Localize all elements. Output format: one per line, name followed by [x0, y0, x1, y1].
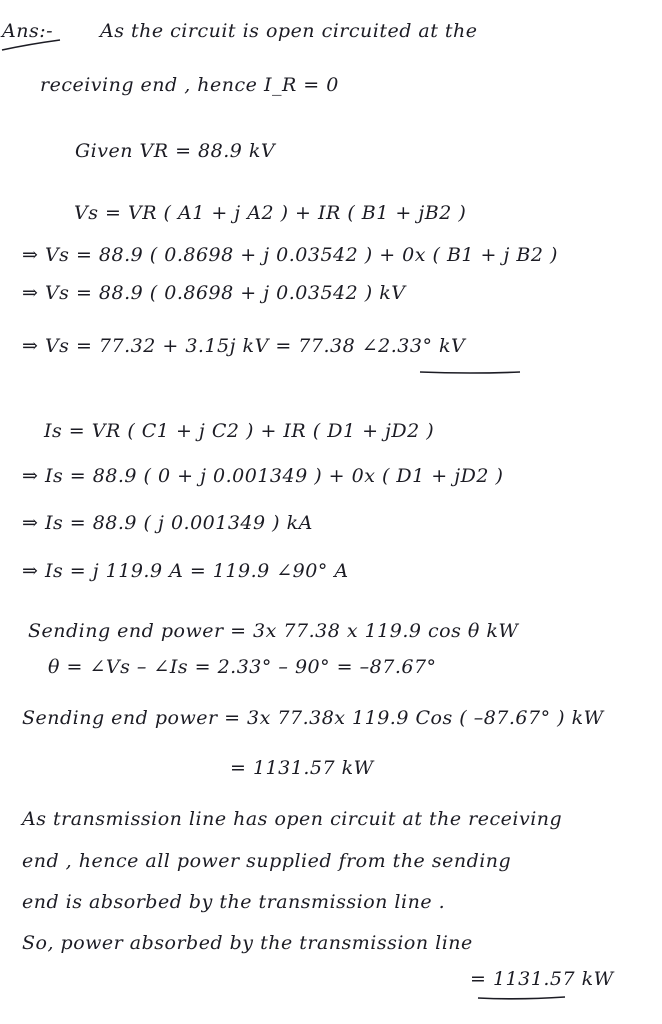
power-step-2: θ = ∠Vs – ∠Is = 2.33° – 90° = –87.67°: [48, 656, 437, 678]
power-step-1: Sending end power = 3x 77.38 x 119.9 cos θ kW: [28, 620, 519, 642]
is-step-3: ⇒ Is = 88.9 ( j 0.001349 ) kA: [22, 512, 313, 534]
final-answer-underline: [478, 997, 565, 999]
conclusion-line-4: So, power absorbed by the transmission line: [22, 932, 473, 954]
intro-line-2: receiving end , hence I_R = 0: [40, 74, 339, 96]
given-line: Given VR = 88.9 kV: [75, 140, 276, 162]
power-result: = 1131.57 kW: [230, 757, 374, 779]
vs-step-4: ⇒ Vs = 77.32 + 3.15j kV = 77.38 ∠2.33° kV: [22, 335, 466, 357]
is-step-4: ⇒ Is = j 119.9 A = 119.9 ∠90° A: [22, 560, 349, 582]
conclusion-line-3: end is absorbed by the transmission line .: [22, 891, 446, 913]
conclusion-line-1: As transmission line has open circuit at the receiving: [22, 808, 563, 830]
is-step-2: ⇒ Is = 88.9 ( 0 + j 0.001349 ) + 0x ( D1 + jD2 ): [22, 465, 504, 487]
vs-result-underline: [420, 372, 520, 373]
answer-label: Ans:-: [2, 20, 54, 42]
vs-step-2: ⇒ Vs = 88.9 ( 0.8698 + j 0.03542 ) + 0x ( B1 + j B2 ): [22, 244, 558, 266]
is-step-1: Is = VR ( C1 + j C2 ) + IR ( D1 + jD2 ): [44, 420, 435, 442]
intro-line-1: As the circuit is open circuited at the: [100, 20, 478, 42]
final-answer: = 1131.57 kW: [470, 968, 614, 990]
vs-step-3: ⇒ Vs = 88.9 ( 0.8698 + j 0.03542 ) kV: [22, 282, 406, 304]
conclusion-line-2: end , hence all power supplied from the sending: [22, 850, 512, 872]
vs-step-1: Vs = VR ( A1 + j A2 ) + IR ( B1 + jB2 ): [74, 202, 467, 224]
power-step-3: Sending end power = 3x 77.38x 119.9 Cos ( –87.67° ) kW: [22, 707, 604, 729]
